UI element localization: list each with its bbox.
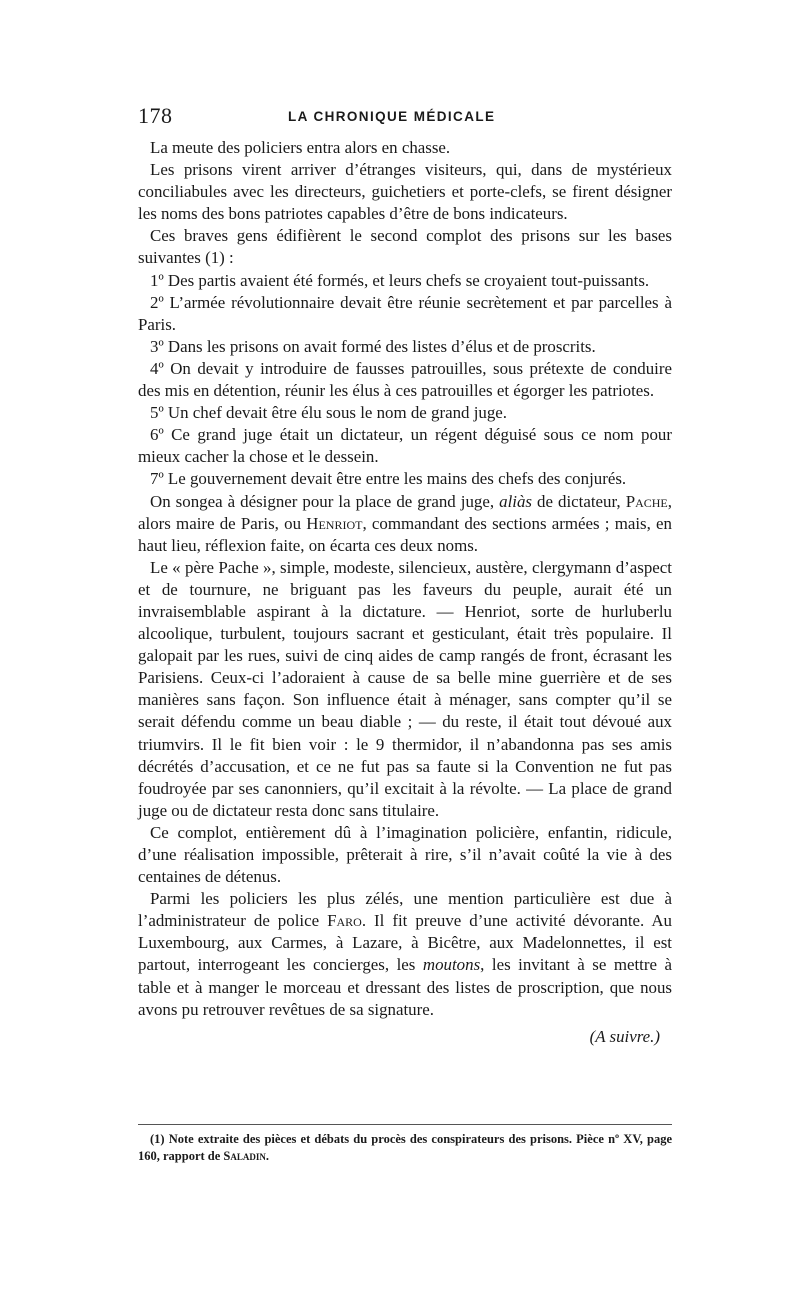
paragraph: On songea à désigner pour la place de grand juge, aliàs de dictateur, Pache, alors maire de Paris, ou Henriot, commandant des sections armées ; mais, en haut lieu, réflexion faite, on écarta ces deux noms. <box>138 491 673 555</box>
list-item: 1º Des partis avaient été formés, et leurs chefs se croyaient tout-puissants. <box>150 270 650 290</box>
person-name: Pache <box>625 491 668 511</box>
list-item: 4º On devait y introduire de fausses patrouilles, sous prétexte de conduire des mis en détention, réunir les élus à ces patrouilles et égorger les patriotes. <box>138 358 672 401</box>
italic-term: moutons <box>422 955 481 975</box>
paragraph: Les prisons virent arriver d’étranges visiteurs, qui, dans de mystérieux conciliabules avec les directeurs, guichetiers et porte-clefs, se firent désigner les noms des bons patriotes capables d’être de bons indicateurs. <box>138 160 672 224</box>
paragraph: Ces braves gens édifièrent le second complot des prisons sur les bases suivantes (1) : <box>138 226 672 268</box>
page-header <box>138 103 672 137</box>
paragraph: Ce complot, entièrement dû à l’imagination policière, enfantin, ridicule, d’une réalisation impossible, prêterait à rire, s’il n’avait coûté la vie à des centaines de détenus. <box>138 822 672 887</box>
footnote: (1) Note extraite des pièces et débats du procès des conspirateurs des prisons. Pièce nº XV, page 160, rapport de Saladin. <box>138 1132 672 1163</box>
list-item: 3º Dans les prisons on avait formé des listes d’élus et de proscrits. <box>150 336 596 356</box>
list-item: 6º Ce grand juge était un dictateur, un régent déguisé sous ce nom pour mieux cacher la chose et le dessein. <box>138 425 672 467</box>
paragraph: La meute des policiers entra alors en chasse. <box>150 138 451 157</box>
running-head: LA CHRONIQUE MÉDICALE <box>288 109 496 124</box>
list-item: 2º L’armée révolutionnaire devait être réunie secrètement et par parcelles à Paris. <box>138 292 672 334</box>
footnote-divider <box>138 1124 672 1125</box>
person-name: Saladin <box>223 1149 266 1163</box>
person-name: Henriot <box>306 513 363 533</box>
person-name: Faro <box>327 911 362 931</box>
list-item: 5º Un chef devait être élu sous le nom de grand juge. <box>150 403 508 423</box>
paragraph: Le « père Pache », simple, modeste, silencieux, austère, clergymann d’aspect et de tournure, ne briguant pas les faveurs du peuple, aurait été un invraisemblable aspirant à la dictature. — Henriot, sorte de hurluberlu alcoolique, turbulent, toujours sacrant et gesticulant, était très populaire. Il galopait par les rues, suivi de cinq aides de camp rangés de front, écrasant les Parisiens. Ceux-ci l’adoraient à cause de sa belle mine guerrière et de ses manières sans façon. Son influence était à ménager, sans compter qu’il se serait défendu comme un beau diable ; — du reste, il était tout dévoué aux triumvirs. Il le fit bien voir : le 9 thermidor, il n’abandonna pas ses amis décrétés d’accusation, et ce ne fut pas sa faute si la Convention ne fut pas foudroyée par ses canonniers, qu’il excitait à la révolte. — La place de grand juge ou de dictateur resta donc sans titulaire. <box>138 557 672 820</box>
body-text <box>138 137 672 1048</box>
page-number: 178 <box>138 103 173 128</box>
italic-term: aliàs <box>499 491 532 511</box>
to-be-continued: (A suivre.) <box>589 1026 660 1046</box>
paragraph: Parmi les policiers les plus zélés, une mention particulière est due à l’administrateur de police Faro. Il fit preuve d’une activité dévorante. Au Luxembourg, aux Carmes, à Lazare, à Bicêtre, aux Madelonnettes, il est partout, interrogeant les concierges, les moutons, les invitant à se mettre à table et à manger le morceau et dressant des listes de proscription, que nous avons pu retrouver revêtues de sa signature. <box>138 889 673 1019</box>
list-item: 7º Le gouvernement devait être entre les mains des chefs des conjurés. <box>150 469 627 489</box>
